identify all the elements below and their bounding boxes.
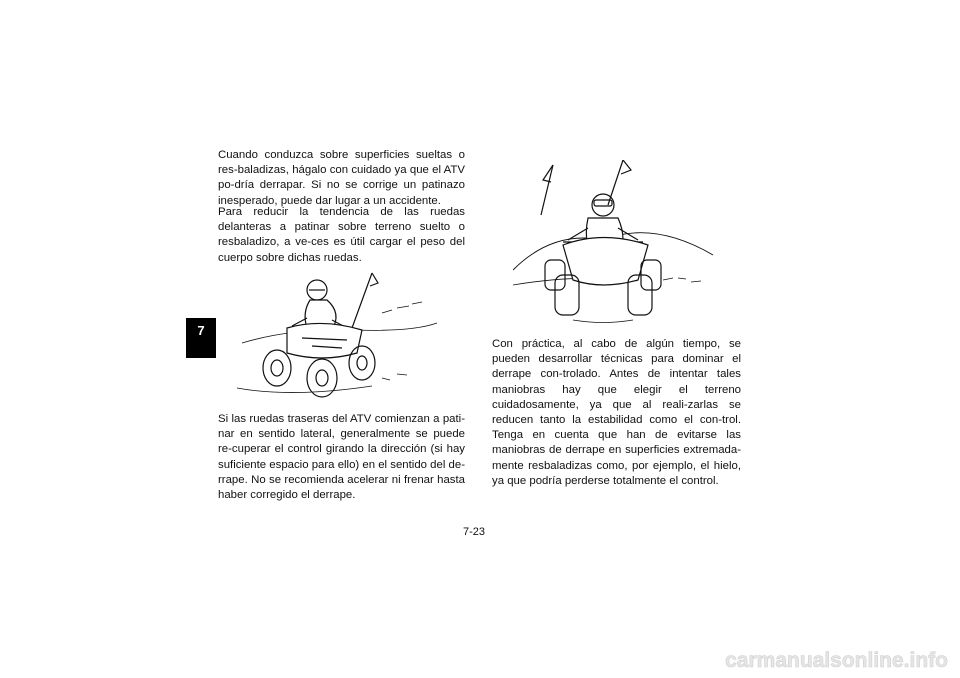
atv-controlled-skid-illustration [513, 160, 728, 325]
watermark-logo [648, 648, 948, 672]
paragraph-rear-wheels: Si las ruedas traseras del ATV comienzan a pati-nar en sentido lateral, generalmente se puede re-cuperar el control girando la dirección (si hay suficiente espacio para ello) en el sentido del de-rrape. No se recomienda acelerar ni frenar hasta haber corregido el derrape. [218, 413, 465, 502]
chapter-tab [186, 318, 216, 358]
page-number: 7-23 [463, 526, 486, 538]
paragraph-front-wheels: Para reducir la tendencia de las ruedas delanteras a patinar sobre terreno suelto o resbaladizo, a ve-ces es útil cargar el peso del cuerpo sobre dichas ruedas. [218, 206, 465, 264]
atv-turning-illustration [232, 268, 447, 403]
paragraph-loose-surfaces: Cuando conduzca sobre superficies sueltas o res-baladizas, hágalo con cuidado ya que el ATV po-dría derrapar. Si no se corrige un patinazo inesperado, puede dar lugar a un accidente. [218, 149, 465, 207]
chapter-number: 7 [197, 323, 205, 338]
svg-text:carmanualsonline.info: carmanualsonline.info [725, 649, 948, 672]
paragraph-controlled-skid: Con práctica, al cabo de algún tiempo, se pueden desarrollar técnicas para dominar el derrape con-trolado. Antes de intentar tales maniobras hay que elegir el terreno cuidadosamente, ya que al reali-zarlas se reducen tanto la estabilidad como el con-trol. Tenga en cuenta que han de evitarse las maniobras de derrape en superficies extremada-mente resbaladizas como, por ejemplo, el hielo, ya que podría perderse totalmente el control. [492, 338, 741, 487]
